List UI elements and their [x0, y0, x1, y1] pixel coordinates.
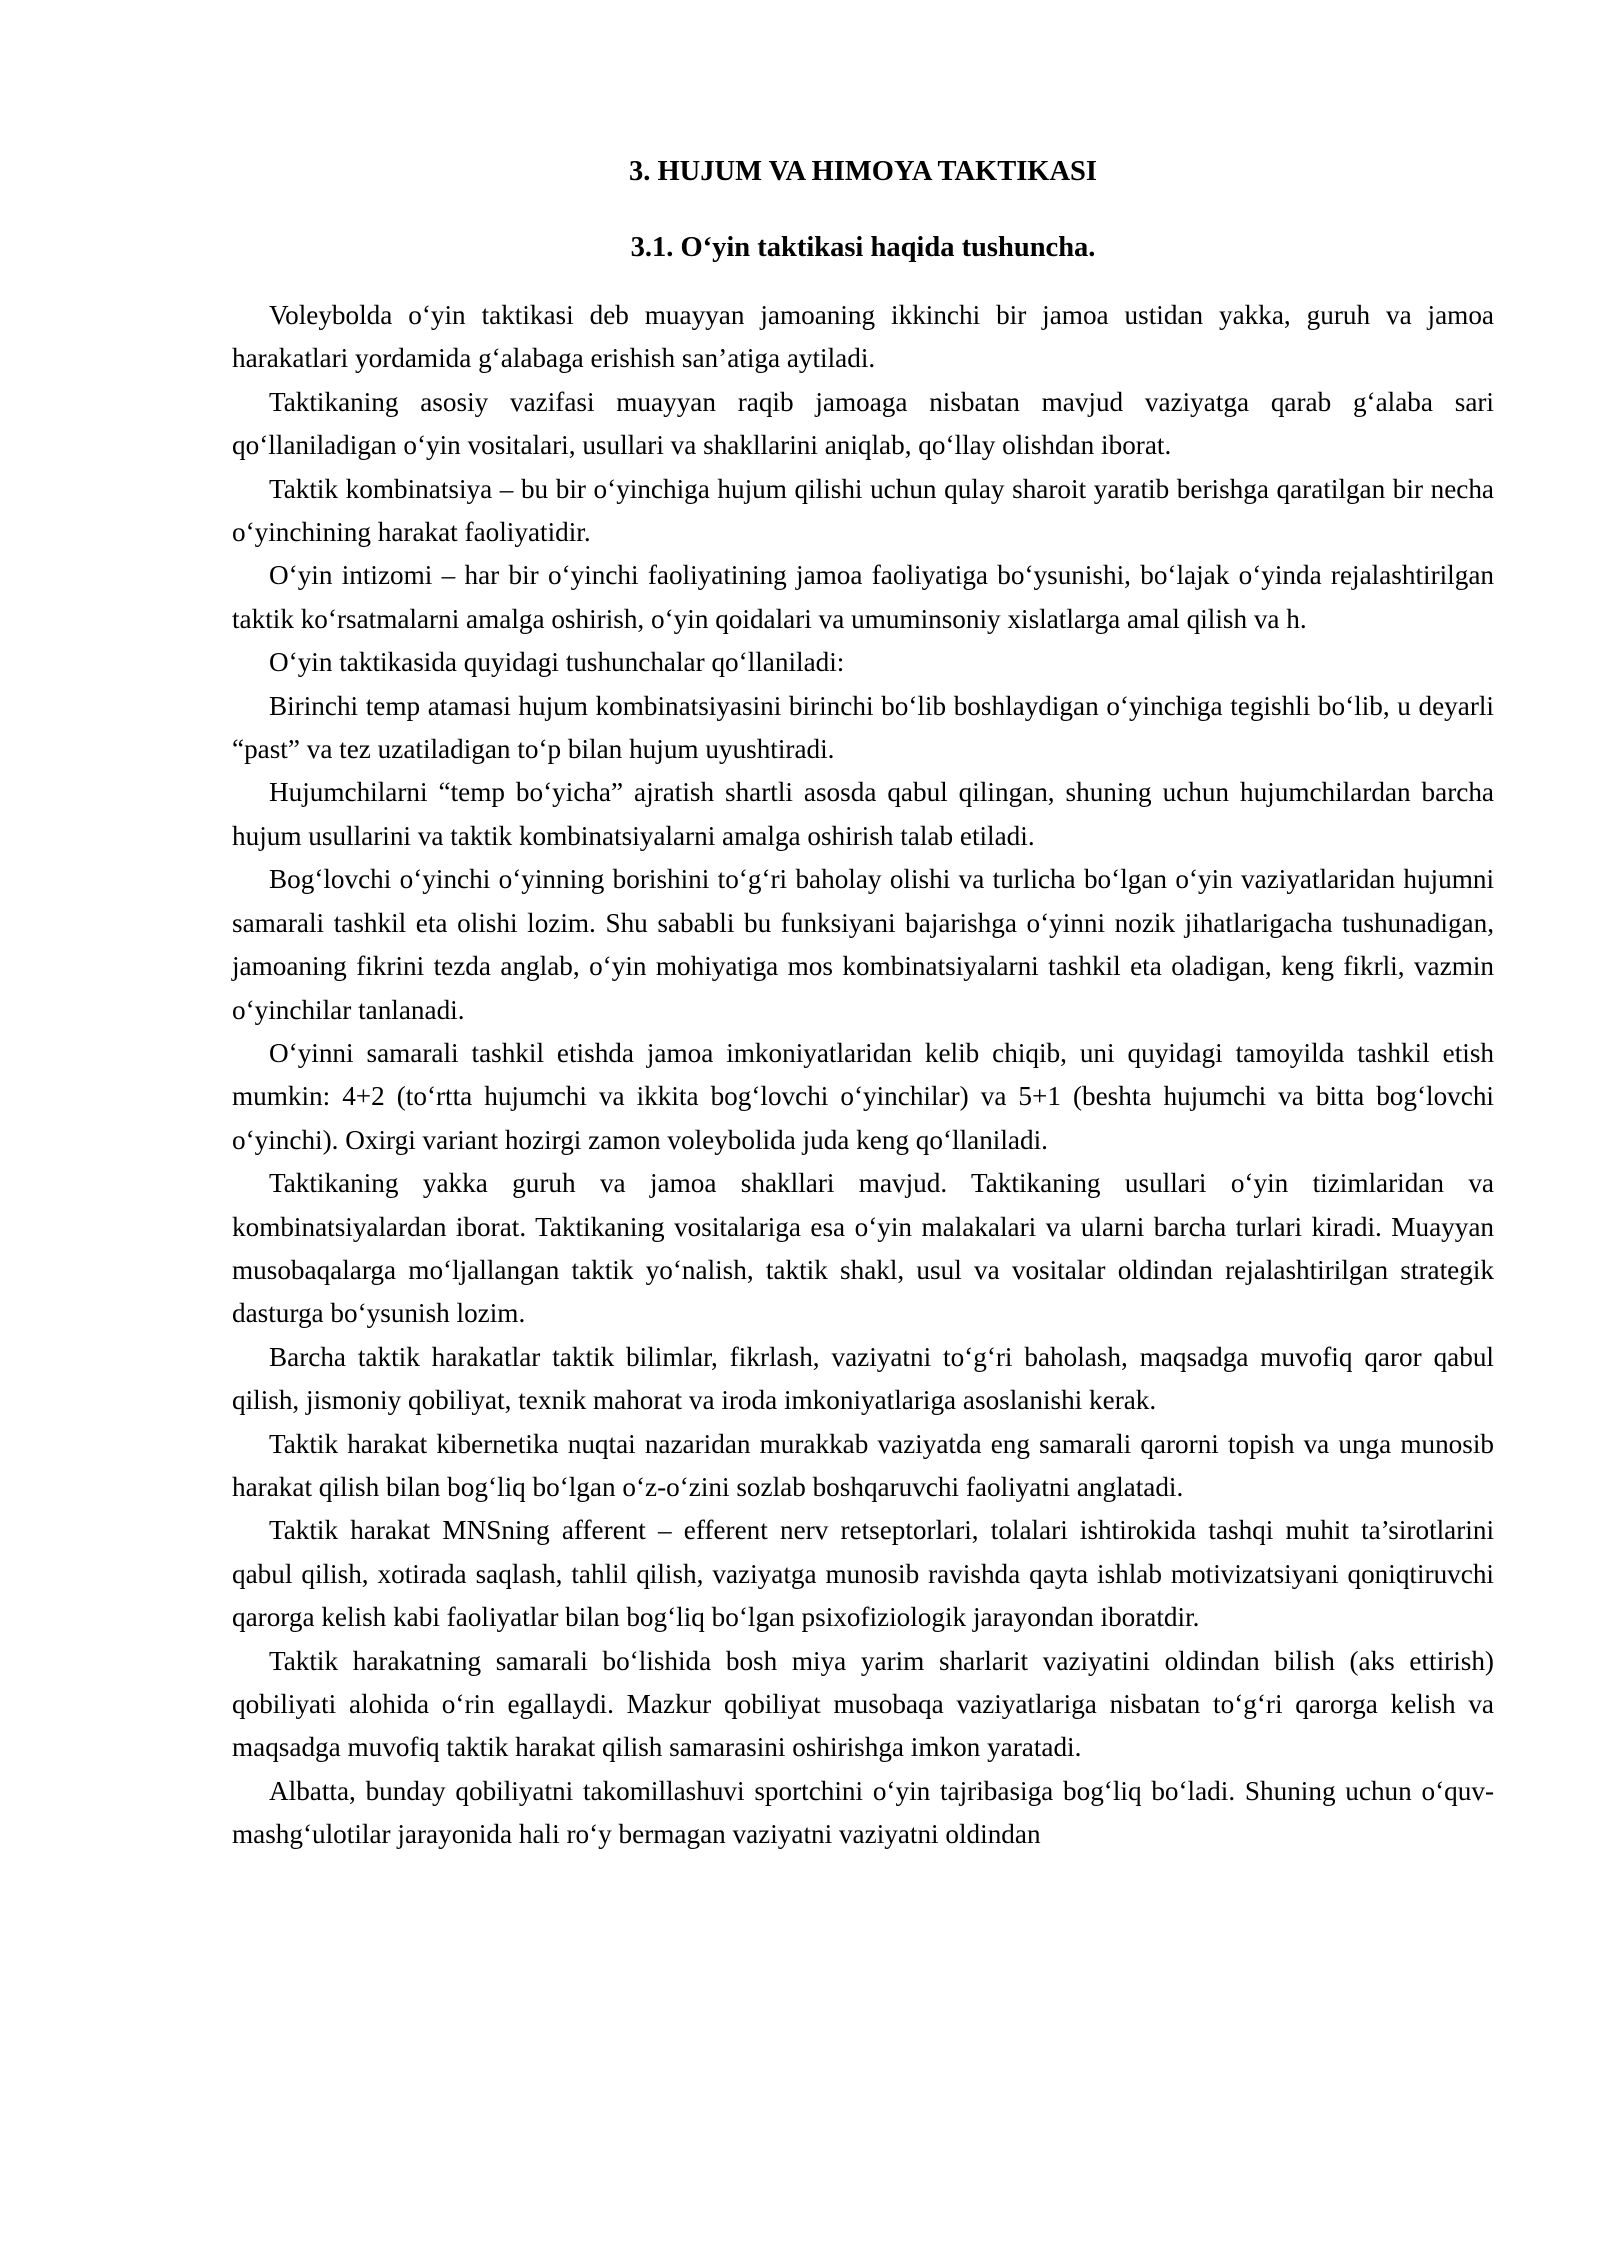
paragraph: Taktikaning yakka guruh va jamoa shakllari mavjud. Taktikaning usullari o‘yin tizimlaridan va kombinatsiyalardan iborat. Taktikaning vositalariga esa o‘yin malakalari va ularni barcha turlari kiradi. Muayyan musobaqalarga mo‘ljallangan taktik yo‘nalish, taktik shakl, usul va vositalar oldindan rejalashtirilgan strategik dasturga bo‘ysunish lozim.	[232, 1168, 1494, 1329]
paragraph: Albatta, bunday qobiliyatni takomillashuvi sportchini o‘yin tajribasiga bog‘liq bo‘ladi. Shuning uchun o‘quv-mashg‘ulotilar jarayonida hali ro‘y bermagan vaziyatni vaziyatni oldindan	[232, 1775, 1494, 1850]
paragraph: Voleybolda o‘yin taktikasi deb muayyan jamoaning ikkinchi bir jamoa ustidan yakka, guruh va jamoa harakatlari yordamida g‘alabaga erishish san’atiga aytiladi.	[232, 300, 1494, 374]
section-title: 3.1. O‘yin taktikasi haqida tushuncha.	[630, 232, 1096, 263]
paragraph: Taktik kombinatsiya – bu bir o‘yinchiga hujum qilishi uchun qulay sharoit yaratib berishga qaratilgan bir necha o‘yinchining harakat faoliyatidir.	[232, 473, 1494, 548]
paragraph: Taktik harakat MNSning afferent – efferent nerv retseptorlari, tolalari ishtirokida tashqi muhit ta’sirotlarini qabul qilish, xotirada saqlash, tahlil qilish, vaziyatga munosib ravishda qayta ishlab motivizatsiyani qoniqtiruvchi qarorga kelish kabi faoliyatlar bilan bog‘liq bo‘lgan psixofiziologik jarayondan iboratdir.	[232, 1515, 1494, 1633]
paragraph: Taktikaning asosiy vazifasi muayyan raqib jamoaga nisbatan mavjud vaziyatga qarab g‘alaba sari qo‘llaniladigan o‘yin vositalari, usullari va shakllarini aniqlab, qo‘llay olishdan iborat.	[232, 386, 1494, 461]
chapter-title: 3. HUJUM VA HIMOYA TAKTIKASI	[629, 156, 1097, 187]
paragraph: O‘yinni samarali tashkil etishda jamoa imkoniyatlaridan kelib chiqib, uni quyidagi tamoyilda tashkil etish mumkin: 4+2 (to‘rtta hujumchi va ikkita bog‘lovchi o‘yinchilar) va 5+1 (beshta hujumchi va bitta bog‘lovchi o‘yinchi). Oxirgi variant hozirgi zamon voleybolida juda keng qo‘llaniladi.	[232, 1037, 1494, 1155]
body-text	[232, 294, 1494, 1857]
paragraph: Barcha taktik harakatlar taktik bilimlar, fikrlash, vaziyatni to‘g‘ri baholash, maqsadga muvofiq qaror qabul qilish, jismoniy qobiliyat, texnik mahorat va iroda imkoniyatlariga asoslanishi kerak.	[232, 1341, 1494, 1416]
paragraph: Taktik harakatning samarali bo‘lishida bosh miya yarim sharlarit vaziyatini oldindan bilish (aks ettirish) qobiliyati alohida o‘rin egallaydi. Mazkur qobiliyat musobaqa vaziyatlariga nisbatan to‘g‘ri qarorga kelish va maqsadga muvofiq taktik harakat qilish samarasini oshirishga imkon yaratadi.	[232, 1645, 1494, 1763]
paragraph: Bog‘lovchi o‘yinchi o‘yinning borishini to‘g‘ri baholay olishi va turlicha bo‘lgan o‘yin vaziyatlaridan hujumni samarali tashkil eta olishi lozim. Shu sababli bu funksiyani bajarishga o‘yinni nozik jihatlarigacha tushunadigan, jamoaning fikrini tezda anglab, o‘yin mohiyatiga mos kombinatsiyalarni tashkil eta oladigan, keng fikrli, vazmin o‘yinchilar tanlanadi.	[232, 864, 1494, 1025]
page-content	[232, 146, 1494, 1857]
paragraph: O‘yin taktikasida quyidagi tushunchalar qo‘llaniladi:	[269, 647, 845, 678]
paragraph: O‘yin intizomi – har bir o‘yinchi faoliyatining jamoa faoliyatiga bo‘ysunishi, bo‘lajak o‘yinda rejalashtirilgan taktik ko‘rsatmalarni amalga oshirish, o‘yin qoidalari va umuminsoniy xislatlarga amal qilish va h.	[232, 560, 1494, 634]
paragraph: Taktik harakat kibernetika nuqtai nazaridan murakkab vaziyatda eng samarali qarorni topish va unga munosib harakat qilish bilan bog‘liq bo‘lgan o‘z-o‘zini sozlab boshqaruvchi faoliyatni anglatadi.	[232, 1428, 1494, 1502]
paragraph: Birinchi temp atamasi hujum kombinatsiyasini birinchi bo‘lib boshlaydigan o‘yinchiga tegishli bo‘lib, u deyarli “past” va tez uzatiladigan to‘p bilan hujum uyushtiradi.	[232, 690, 1494, 765]
paragraph: Hujumchilarni “temp bo‘yicha” ajratish shartli asosda qabul qilingan, shuning uchun hujumchilardan barcha hujum usullarini va taktik kombinatsiyalarni amalga oshirish talab etiladi.	[232, 777, 1494, 851]
